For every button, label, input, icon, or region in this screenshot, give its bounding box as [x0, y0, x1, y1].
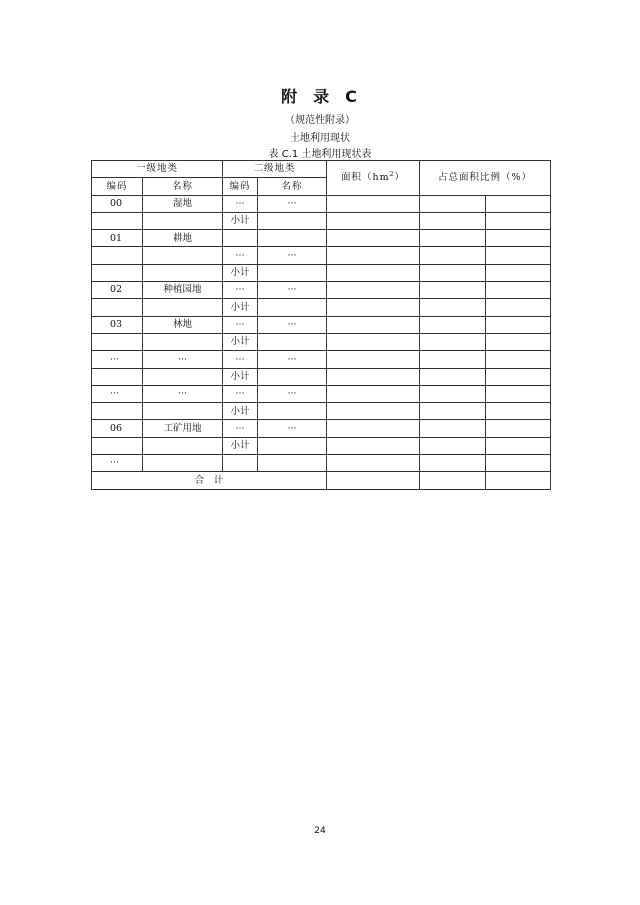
row-name-1: ···: [143, 385, 223, 402]
row-name-2: [258, 299, 327, 316]
row-code-2: ···: [223, 247, 258, 264]
header-area-prefix: 面积（hm: [341, 172, 390, 184]
row-ratio-a: [420, 264, 486, 281]
row-ratio-a: [420, 195, 486, 212]
row-ratio-b: [486, 264, 551, 281]
row-code-2: 小计: [223, 437, 258, 454]
table-row: [92, 316, 551, 333]
row-ratio-b: [486, 333, 551, 350]
header-area-suffix: ）: [394, 172, 406, 184]
total-area: [327, 472, 420, 489]
row-name-1: [143, 299, 223, 316]
table-row: [92, 333, 551, 350]
total-ratio-b: [486, 472, 551, 489]
row-ratio-a: [420, 316, 486, 333]
row-code-2: 小计: [223, 403, 258, 420]
row-code-2: ···: [223, 420, 258, 437]
row-code-2: ···: [223, 282, 258, 299]
row-name-1: [143, 403, 223, 420]
section-heading: 土地利用现状: [290, 133, 350, 144]
table-row: [92, 368, 551, 385]
row-name-1: 林地: [143, 316, 223, 333]
row-name-2: ···: [258, 316, 327, 333]
row-code-1: [92, 299, 143, 316]
row-name-2: [258, 455, 327, 472]
header-name-2: 名称: [258, 178, 327, 195]
land-use-table: [91, 160, 551, 490]
row-code-2: [223, 455, 258, 472]
appendix-title-part3: C: [345, 87, 359, 106]
appendix-subtitle: （规范性附录）: [285, 115, 355, 126]
table-row: [92, 264, 551, 281]
row-area: [327, 333, 420, 350]
row-area: [327, 316, 420, 333]
row-area: [327, 264, 420, 281]
row-ratio-b: [486, 195, 551, 212]
row-ratio-a: [420, 368, 486, 385]
row-name-2: [258, 230, 327, 247]
row-code-2: 小计: [223, 368, 258, 385]
row-name-1: 湿地: [143, 195, 223, 212]
table-row: [92, 385, 551, 402]
row-name-2: [258, 368, 327, 385]
row-code-1: [92, 333, 143, 350]
row-ratio-a: [420, 282, 486, 299]
table-row: [92, 282, 551, 299]
row-code-1: [92, 368, 143, 385]
row-code-1: 03: [92, 316, 143, 333]
row-code-2: 小计: [223, 264, 258, 281]
row-ratio-a: [420, 420, 486, 437]
row-area: [327, 420, 420, 437]
appendix-title: [0, 84, 640, 107]
row-area: [327, 282, 420, 299]
row-ratio-a: [420, 403, 486, 420]
row-name-1: [143, 212, 223, 229]
appendix-title-part1: 附: [281, 87, 300, 106]
row-code-1: ···: [92, 351, 143, 368]
row-name-1: [143, 437, 223, 454]
row-area: [327, 437, 420, 454]
row-code-1: ···: [92, 385, 143, 402]
row-name-1: [143, 264, 223, 281]
table-row: [92, 420, 551, 437]
total-label: 合 计: [92, 472, 327, 489]
header-name-1: 名称: [143, 178, 223, 195]
row-area: [327, 247, 420, 264]
row-code-2: 小计: [223, 212, 258, 229]
row-name-2: [258, 437, 327, 454]
row-name-1: [143, 368, 223, 385]
row-area: [327, 385, 420, 402]
row-code-1: 01: [92, 230, 143, 247]
row-code-1: ···: [92, 455, 143, 472]
row-area: [327, 455, 420, 472]
row-area: [327, 403, 420, 420]
row-ratio-b: [486, 212, 551, 229]
header-row-1: [92, 161, 551, 178]
table-row: [92, 212, 551, 229]
row-name-2: [258, 333, 327, 350]
row-name-1: 耕地: [143, 230, 223, 247]
row-code-2: [223, 230, 258, 247]
row-code-2: ···: [223, 385, 258, 402]
table-row: [92, 437, 551, 454]
row-ratio-b: [486, 437, 551, 454]
row-name-1: [143, 247, 223, 264]
table-row: [92, 403, 551, 420]
row-code-2: ···: [223, 195, 258, 212]
row-name-2: ···: [258, 385, 327, 402]
header-level1: 一级地类: [92, 161, 223, 178]
row-ratio-b: [486, 230, 551, 247]
row-ratio-b: [486, 299, 551, 316]
table-row: [92, 351, 551, 368]
row-ratio-a: [420, 333, 486, 350]
row-area: [327, 230, 420, 247]
total-ratio-a: [420, 472, 486, 489]
row-name-2: ···: [258, 351, 327, 368]
page-number: 24: [314, 826, 326, 836]
row-code-1: [92, 247, 143, 264]
table-row: [92, 230, 551, 247]
row-ratio-a: [420, 230, 486, 247]
row-name-2: ···: [258, 282, 327, 299]
header-level2: 二级地类: [223, 161, 327, 178]
row-name-1: 工矿用地: [143, 420, 223, 437]
row-area: [327, 351, 420, 368]
row-code-2: ···: [223, 316, 258, 333]
row-ratio-b: [486, 368, 551, 385]
header-area: [327, 161, 420, 196]
table-row: [92, 299, 551, 316]
row-ratio-a: [420, 455, 486, 472]
header-area-sup: 2: [389, 171, 395, 179]
row-name-2: ···: [258, 420, 327, 437]
total-row: [92, 472, 551, 489]
row-name-1: [143, 333, 223, 350]
row-name-2: [258, 403, 327, 420]
row-name-2: [258, 264, 327, 281]
row-ratio-b: [486, 351, 551, 368]
appendix-title-part2: 录: [313, 87, 332, 106]
table-row: [92, 247, 551, 264]
row-ratio-a: [420, 351, 486, 368]
row-name-1: 种植园地: [143, 282, 223, 299]
row-ratio-a: [420, 247, 486, 264]
row-ratio-a: [420, 385, 486, 402]
row-name-2: ···: [258, 195, 327, 212]
row-name-1: ···: [143, 351, 223, 368]
row-ratio-b: [486, 316, 551, 333]
row-ratio-b: [486, 455, 551, 472]
row-code-2: 小计: [223, 299, 258, 316]
row-code-1: 06: [92, 420, 143, 437]
row-name-2: ···: [258, 247, 327, 264]
row-code-2: 小计: [223, 333, 258, 350]
table-row: [92, 195, 551, 212]
row-code-1: [92, 264, 143, 281]
row-ratio-b: [486, 282, 551, 299]
row-code-1: 02: [92, 282, 143, 299]
row-ratio-a: [420, 299, 486, 316]
row-area: [327, 195, 420, 212]
row-ratio-b: [486, 403, 551, 420]
row-code-1: 00: [92, 195, 143, 212]
header-code-2: 编码: [223, 178, 258, 195]
row-code-1: [92, 212, 143, 229]
row-name-1: [143, 455, 223, 472]
row-ratio-a: [420, 212, 486, 229]
row-ratio-b: [486, 420, 551, 437]
row-ratio-b: [486, 247, 551, 264]
row-ratio-a: [420, 437, 486, 454]
row-ratio-b: [486, 385, 551, 402]
row-code-1: [92, 437, 143, 454]
header-code-1: 编码: [92, 178, 143, 195]
row-area: [327, 212, 420, 229]
row-code-1: [92, 403, 143, 420]
table-caption: 表 C.1 土地利用现状表: [268, 149, 372, 160]
row-area: [327, 368, 420, 385]
row-code-2: ···: [223, 351, 258, 368]
header-ratio: 占总面积比例（%）: [420, 161, 551, 196]
row-area: [327, 299, 420, 316]
row-name-2: [258, 212, 327, 229]
table-row: [92, 455, 551, 472]
